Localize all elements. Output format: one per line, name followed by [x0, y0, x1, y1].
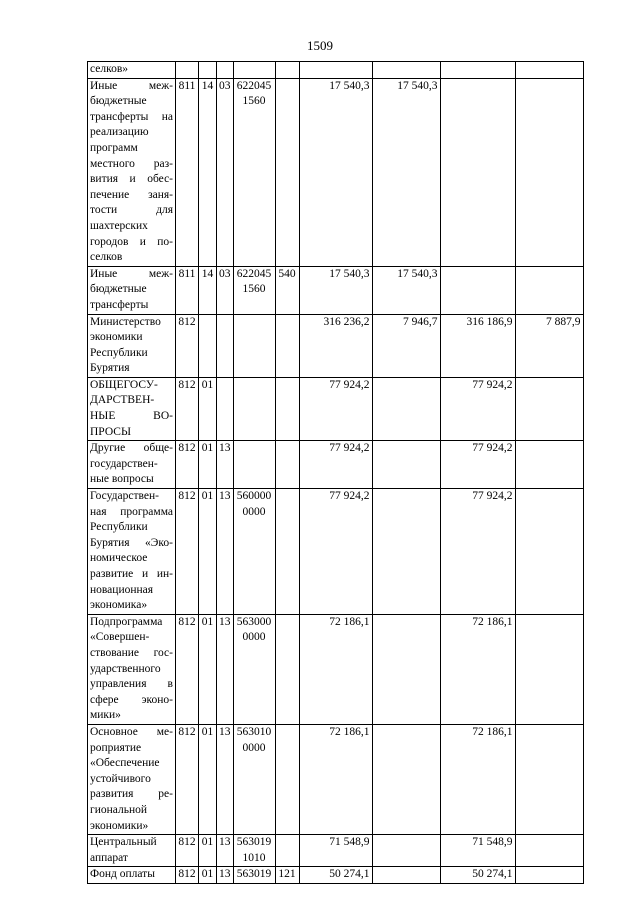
section-code-cell [199, 62, 217, 79]
target-article-cell: 563019 [233, 867, 275, 884]
target-article-cell [233, 441, 275, 489]
table-row [88, 266, 584, 314]
subsection-code-cell [217, 377, 234, 440]
amount-total-2-cell: 77 924,2 [440, 441, 515, 489]
amount-total-cell: 77 924,2 [299, 489, 372, 615]
budget-table [87, 61, 584, 884]
ministry-code-cell: 812 [176, 867, 199, 884]
expense-type-cell [275, 62, 299, 79]
expense-type-cell [275, 724, 299, 834]
ministry-code-cell: 812 [176, 835, 199, 867]
amount-total-2-cell: 77 924,2 [440, 377, 515, 440]
ministry-code-cell: 812 [176, 489, 199, 615]
amount-federal-cell: 17 540,3 [372, 78, 440, 266]
amount-federal-2-cell [515, 614, 583, 724]
ministry-code-cell: 811 [176, 266, 199, 314]
row-name-cell: Фонд оплаты [88, 867, 176, 884]
ministry-code-cell [176, 62, 199, 79]
table-row [88, 441, 584, 489]
row-name-cell: Другие обще-государствен-ные вопросы [88, 441, 176, 489]
table-row [88, 867, 584, 884]
amount-federal-2-cell [515, 867, 583, 884]
amount-total-cell: 50 274,1 [299, 867, 372, 884]
table-row [88, 724, 584, 834]
table-row [88, 489, 584, 615]
subsection-code-cell: 13 [217, 489, 234, 615]
target-article-cell: 563000 0000 [233, 614, 275, 724]
amount-federal-2-cell: 7 887,9 [515, 314, 583, 377]
amount-total-2-cell: 50 274,1 [440, 867, 515, 884]
section-code-cell [199, 314, 217, 377]
amount-total-2-cell: 316 186,9 [440, 314, 515, 377]
amount-total-2-cell: 77 924,2 [440, 489, 515, 615]
section-code-cell: 01 [199, 614, 217, 724]
amount-total-cell: 17 540,3 [299, 78, 372, 266]
amount-total-2-cell [440, 78, 515, 266]
table-row [88, 614, 584, 724]
subsection-code-cell: 13 [217, 614, 234, 724]
target-article-cell [233, 314, 275, 377]
amount-federal-2-cell [515, 489, 583, 615]
expense-type-cell: 540 [275, 266, 299, 314]
amount-federal-cell [372, 62, 440, 79]
target-article-cell [233, 377, 275, 440]
table-row [88, 377, 584, 440]
row-name-cell: селков» [88, 62, 176, 79]
amount-total-cell: 77 924,2 [299, 441, 372, 489]
expense-type-cell [275, 377, 299, 440]
amount-federal-cell [372, 867, 440, 884]
amount-federal-cell [372, 614, 440, 724]
subsection-code-cell: 03 [217, 266, 234, 314]
amount-federal-cell [372, 835, 440, 867]
target-article-cell: 622045 1560 [233, 266, 275, 314]
amount-total-2-cell: 72 186,1 [440, 724, 515, 834]
row-name-cell: Основное ме-роприятие «Обеспечение устойчивого развития ре-гиональной экономики» [88, 724, 176, 834]
expense-type-cell [275, 835, 299, 867]
amount-total-2-cell [440, 62, 515, 79]
expense-type-cell [275, 314, 299, 377]
section-code-cell: 01 [199, 489, 217, 615]
amount-total-cell: 72 186,1 [299, 724, 372, 834]
ministry-code-cell: 811 [176, 78, 199, 266]
target-article-cell: 563019 1010 [233, 835, 275, 867]
table-row [88, 314, 584, 377]
expense-type-cell: 121 [275, 867, 299, 884]
table-row [88, 78, 584, 266]
row-name-cell: Министерство экономики Республики Бурятия [88, 314, 176, 377]
expense-type-cell [275, 489, 299, 615]
subsection-code-cell: 03 [217, 78, 234, 266]
row-name-cell: Центральный аппарат [88, 835, 176, 867]
amount-total-cell: 316 236,2 [299, 314, 372, 377]
section-code-cell: 14 [199, 78, 217, 266]
amount-total-cell: 77 924,2 [299, 377, 372, 440]
amount-total-cell: 17 540,3 [299, 266, 372, 314]
row-name-cell: Государствен-ная программа Республики Бурятия «Эко-номическое развитие и ин-новационная экономика» [88, 489, 176, 615]
ministry-code-cell: 812 [176, 614, 199, 724]
amount-federal-2-cell [515, 441, 583, 489]
ministry-code-cell: 812 [176, 377, 199, 440]
target-article-cell: 563010 0000 [233, 724, 275, 834]
amount-total-2-cell: 71 548,9 [440, 835, 515, 867]
section-code-cell: 01 [199, 377, 217, 440]
amount-federal-2-cell [515, 835, 583, 867]
section-code-cell: 01 [199, 867, 217, 884]
amount-total-cell: 71 548,9 [299, 835, 372, 867]
amount-federal-2-cell [515, 78, 583, 266]
amount-federal-2-cell [515, 62, 583, 79]
target-article-cell: 560000 0000 [233, 489, 275, 615]
page-number: 1509 [307, 38, 333, 53]
section-code-cell: 14 [199, 266, 217, 314]
ministry-code-cell: 812 [176, 724, 199, 834]
expense-type-cell [275, 441, 299, 489]
amount-total-cell [299, 62, 372, 79]
row-name-cell: ОБЩЕГОСУ-ДАРСТВЕН-НЫЕ ВО-ПРОСЫ [88, 377, 176, 440]
target-article-cell: 622045 1560 [233, 78, 275, 266]
ministry-code-cell: 812 [176, 314, 199, 377]
subsection-code-cell [217, 62, 234, 79]
amount-federal-cell [372, 489, 440, 615]
amount-federal-2-cell [515, 266, 583, 314]
expense-type-cell [275, 78, 299, 266]
subsection-code-cell: 13 [217, 867, 234, 884]
amount-federal-cell: 7 946,7 [372, 314, 440, 377]
amount-total-2-cell: 72 186,1 [440, 614, 515, 724]
amount-total-cell: 72 186,1 [299, 614, 372, 724]
row-name-cell: Подпрограмма «Совершен-ствование гос-ударственного управления в сфере эконо-мики» [88, 614, 176, 724]
subsection-code-cell: 13 [217, 835, 234, 867]
amount-federal-cell [372, 724, 440, 834]
subsection-code-cell: 13 [217, 724, 234, 834]
amount-federal-cell: 17 540,3 [372, 266, 440, 314]
target-article-cell [233, 62, 275, 79]
amount-federal-cell [372, 377, 440, 440]
expense-type-cell [275, 614, 299, 724]
section-code-cell: 01 [199, 724, 217, 834]
section-code-cell: 01 [199, 835, 217, 867]
ministry-code-cell: 812 [176, 441, 199, 489]
table-body [88, 62, 584, 884]
section-code-cell: 01 [199, 441, 217, 489]
table-row [88, 62, 584, 79]
amount-total-2-cell [440, 266, 515, 314]
amount-federal-cell [372, 441, 440, 489]
row-name-cell: Иные меж-бюджетные трансферты [88, 266, 176, 314]
amount-federal-2-cell [515, 377, 583, 440]
row-name-cell: Иные меж-бюджетные трансферты на реализацию программ местного раз-вития и обес-печение заня-тости для шахтерских городов и по-селков [88, 78, 176, 266]
amount-federal-2-cell [515, 724, 583, 834]
subsection-code-cell [217, 314, 234, 377]
subsection-code-cell: 13 [217, 441, 234, 489]
table-row [88, 835, 584, 867]
